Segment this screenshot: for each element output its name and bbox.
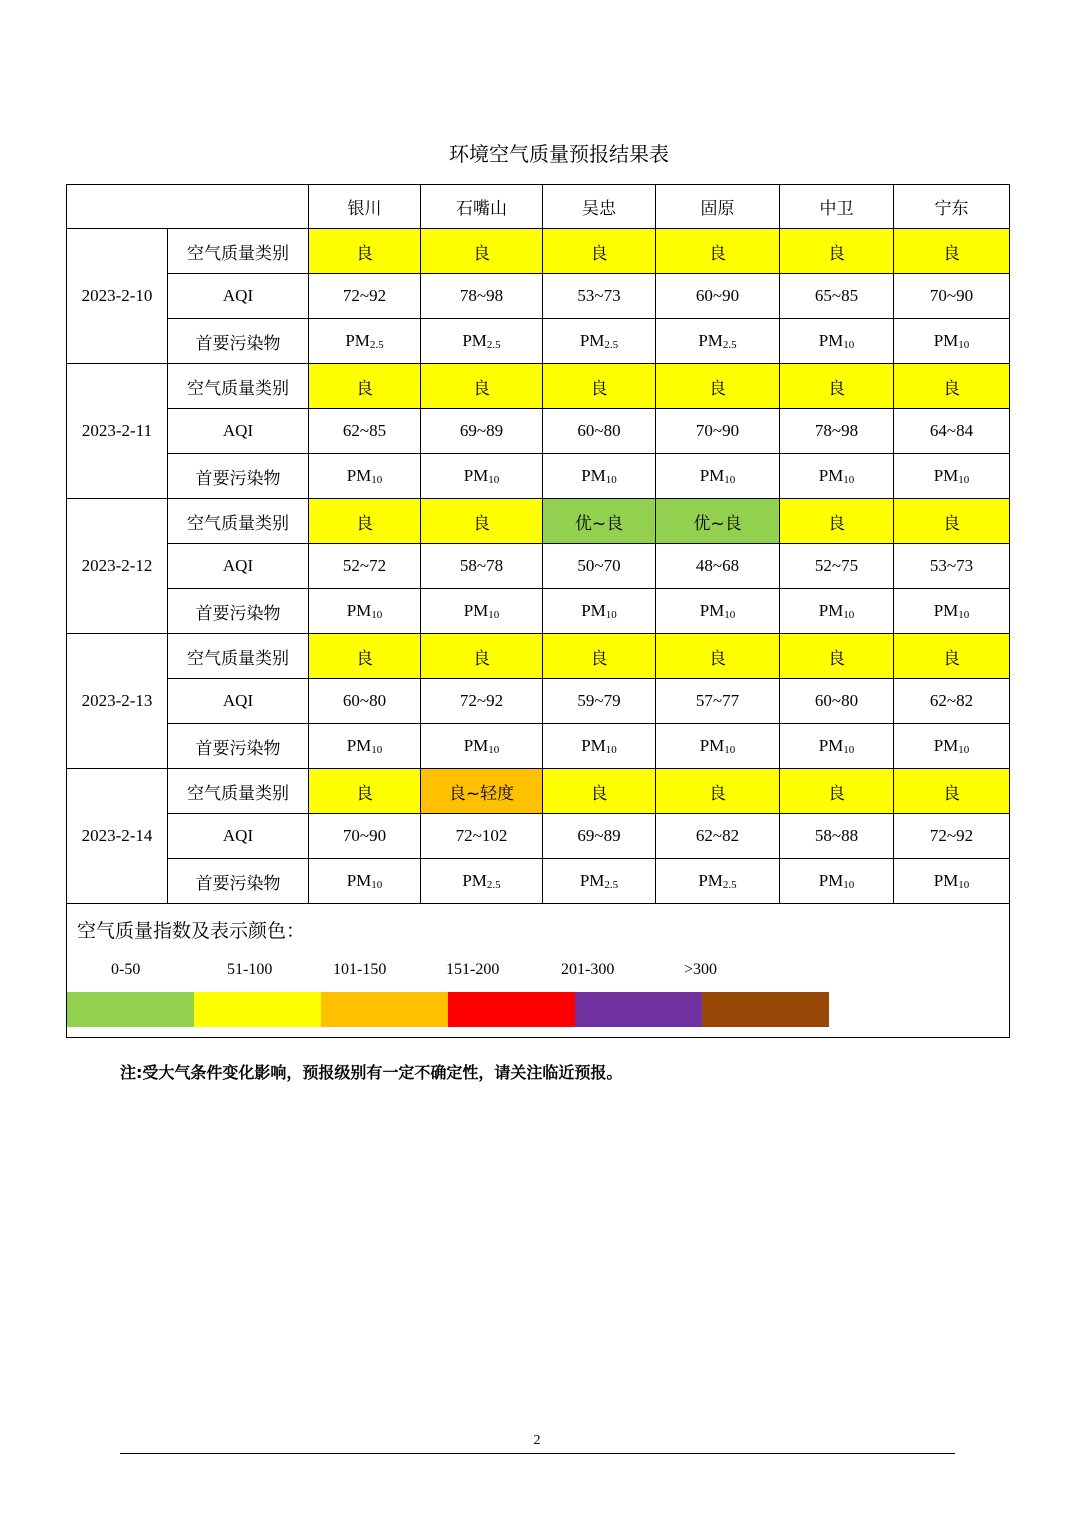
pollutant-cell — [309, 589, 421, 634]
pollutant-cell — [894, 589, 1010, 634]
forecast-row-category — [67, 364, 1010, 409]
city-header: 石嘴山 — [421, 185, 543, 229]
category-cell: 良 — [309, 499, 421, 544]
pollutant-cell — [780, 589, 894, 634]
forecast-table-body — [67, 185, 1010, 1038]
pollutant-cell — [656, 589, 780, 634]
pollutant-cell — [421, 724, 543, 769]
legend-color-swatch — [575, 992, 702, 1027]
row-label: 首要污染物 — [168, 589, 309, 634]
aqi-cell: 69~89 — [421, 409, 543, 454]
page-title: 环境空气质量预报结果表 — [449, 142, 669, 166]
legend-range-label: 201-300 — [561, 961, 615, 978]
pollutant-cell — [656, 319, 780, 364]
pollutant-subscript: 10 — [843, 339, 855, 351]
row-label: AQI — [168, 544, 309, 589]
pollutant-base: PM — [698, 871, 723, 890]
pollutant-base: PM — [818, 601, 844, 620]
pollutant-cell — [780, 859, 894, 904]
aqi-cell: 62~82 — [894, 679, 1010, 724]
pollutant-base: PM — [699, 736, 725, 755]
pollutant-subscript: 10 — [843, 744, 855, 756]
category-cell: 良 — [656, 364, 780, 409]
pollutant-base: PM — [933, 331, 959, 350]
aqi-cell: 53~73 — [894, 544, 1010, 589]
category-cell: 良 — [894, 499, 1010, 544]
pollutant-base: PM — [933, 466, 959, 485]
date-cell: 2023-2-11 — [67, 364, 168, 499]
pollutant-subscript: 10 — [958, 609, 970, 621]
pollutant-base: PM — [933, 871, 959, 890]
legend-color-swatch — [448, 992, 575, 1027]
forecast-row-aqi — [67, 679, 1010, 724]
aqi-cell: 52~75 — [780, 544, 894, 589]
pollutant-subscript: 10 — [488, 744, 500, 756]
pollutant-subscript: 10 — [605, 609, 617, 621]
aqi-cell: 60~80 — [309, 679, 421, 724]
row-label: 首要污染物 — [168, 319, 309, 364]
aqi-cell: 52~72 — [309, 544, 421, 589]
aqi-cell: 70~90 — [656, 409, 780, 454]
legend-row — [67, 904, 1010, 1038]
pollutant-subscript: 2.5 — [369, 339, 384, 351]
pollutant-cell — [309, 454, 421, 499]
forecast-row-aqi — [67, 274, 1010, 319]
row-label: AQI — [168, 409, 309, 454]
pollutant-base: PM — [346, 871, 372, 890]
aqi-cell: 53~73 — [543, 274, 656, 319]
pollutant-cell — [309, 319, 421, 364]
category-cell: 良 — [656, 229, 780, 274]
pollutant-subscript: 10 — [958, 474, 970, 486]
row-label: 首要污染物 — [168, 454, 309, 499]
row-label: 空气质量类别 — [168, 769, 309, 814]
pollutant-base: PM — [933, 601, 959, 620]
legend-color-swatch — [194, 992, 321, 1027]
row-label: AQI — [168, 679, 309, 724]
forecast-row-category — [67, 769, 1010, 814]
forecast-note: 注:受大气条件变化影响，预报级别有一定不确定性，请关注临近预报。 — [120, 1063, 623, 1082]
pollutant-cell — [543, 454, 656, 499]
forecast-row-aqi — [67, 814, 1010, 859]
category-cell: 良 — [543, 229, 656, 274]
pollutant-base: PM — [818, 466, 844, 485]
aqi-cell: 48~68 — [656, 544, 780, 589]
aqi-cell: 57~77 — [656, 679, 780, 724]
pollutant-cell — [543, 859, 656, 904]
pollutant-cell — [421, 589, 543, 634]
date-cell: 2023-2-12 — [67, 499, 168, 634]
forecast-row-aqi — [67, 544, 1010, 589]
aqi-cell: 65~85 — [780, 274, 894, 319]
forecast-row-pollutant — [67, 589, 1010, 634]
aqi-cell: 72~92 — [421, 679, 543, 724]
category-cell: 良 — [656, 769, 780, 814]
row-label: 首要污染物 — [168, 724, 309, 769]
forecast-table — [66, 184, 1010, 1038]
city-header: 银川 — [309, 185, 421, 229]
pollutant-subscript: 10 — [371, 474, 383, 486]
row-label: 空气质量类别 — [168, 634, 309, 679]
aqi-cell: 70~90 — [894, 274, 1010, 319]
aqi-cell: 72~92 — [894, 814, 1010, 859]
category-cell: 良 — [656, 634, 780, 679]
aqi-cell: 69~89 — [543, 814, 656, 859]
pollutant-cell — [894, 454, 1010, 499]
pollutant-base: PM — [581, 601, 606, 620]
category-cell: 良 — [421, 499, 543, 544]
pollutant-base: PM — [462, 871, 487, 890]
pollutant-subscript: 10 — [843, 609, 855, 621]
pollutant-subscript: 2.5 — [604, 339, 619, 351]
pollutant-cell — [894, 724, 1010, 769]
forecast-row-category — [67, 229, 1010, 274]
category-cell: 良 — [421, 229, 543, 274]
pollutant-base: PM — [579, 871, 605, 890]
legend-range-label: >300 — [684, 961, 718, 978]
pollutant-subscript: 2.5 — [486, 879, 501, 891]
pollutant-cell — [543, 319, 656, 364]
pollutant-subscript: 10 — [724, 609, 736, 621]
city-header: 中卫 — [780, 185, 894, 229]
aqi-cell: 60~80 — [780, 679, 894, 724]
pollutant-cell — [421, 859, 543, 904]
legend-color-swatch — [321, 992, 448, 1027]
pollutant-base: PM — [699, 466, 725, 485]
category-cell: 良 — [421, 634, 543, 679]
pollutant-base: PM — [581, 736, 606, 755]
pollutant-base: PM — [699, 601, 725, 620]
category-cell: 良 — [309, 634, 421, 679]
aqi-cell: 60~90 — [656, 274, 780, 319]
pollutant-subscript: 10 — [605, 744, 617, 756]
category-cell: 良 — [894, 634, 1010, 679]
pollutant-cell — [780, 724, 894, 769]
pollutant-base: PM — [463, 601, 489, 620]
category-cell: 良 — [894, 364, 1010, 409]
pollutant-base: PM — [579, 331, 605, 350]
aqi-cell: 50~70 — [543, 544, 656, 589]
row-label: AQI — [168, 274, 309, 319]
pollutant-cell — [656, 454, 780, 499]
pollutant-subscript: 10 — [371, 609, 383, 621]
aqi-cell: 70~90 — [309, 814, 421, 859]
city-header: 吴忠 — [543, 185, 656, 229]
pollutant-subscript: 10 — [724, 744, 736, 756]
legend-color-swatch — [702, 992, 829, 1027]
aqi-cell: 78~98 — [421, 274, 543, 319]
pollutant-cell — [309, 859, 421, 904]
city-header: 宁东 — [894, 185, 1010, 229]
forecast-row-pollutant — [67, 724, 1010, 769]
pollutant-base: PM — [698, 331, 723, 350]
footer-rule — [120, 1453, 955, 1454]
pollutant-base: PM — [581, 466, 606, 485]
city-header-row — [67, 185, 1010, 229]
category-cell: 良 — [309, 229, 421, 274]
category-cell: 良 — [543, 634, 656, 679]
legend-cell — [67, 904, 1010, 1038]
pollutant-base: PM — [818, 871, 844, 890]
pollutant-subscript: 10 — [371, 879, 383, 891]
aqi-cell: 78~98 — [780, 409, 894, 454]
pollutant-base: PM — [818, 736, 844, 755]
pollutant-base: PM — [818, 331, 844, 350]
category-cell: 良 — [543, 769, 656, 814]
pollutant-subscript: 2.5 — [722, 339, 737, 351]
category-cell: 良 — [421, 364, 543, 409]
pollutant-subscript: 2.5 — [486, 339, 501, 351]
pollutant-base: PM — [462, 331, 487, 350]
pollutant-subscript: 10 — [488, 609, 500, 621]
pollutant-cell — [780, 454, 894, 499]
aqi-cell: 59~79 — [543, 679, 656, 724]
pollutant-base: PM — [345, 331, 370, 350]
pollutant-cell — [894, 859, 1010, 904]
pollutant-cell — [421, 454, 543, 499]
pollutant-subscript: 10 — [958, 339, 970, 351]
row-label: 空气质量类别 — [168, 229, 309, 274]
category-cell: 优~良 — [656, 499, 780, 544]
aqi-cell: 60~80 — [543, 409, 656, 454]
aqi-cell: 72~102 — [421, 814, 543, 859]
legend-range-label: 151-200 — [446, 961, 500, 978]
category-cell: 良 — [780, 634, 894, 679]
header-corner-cell — [67, 185, 309, 229]
category-cell: 良 — [894, 769, 1010, 814]
category-cell: 良 — [894, 229, 1010, 274]
date-cell: 2023-2-10 — [67, 229, 168, 364]
forecast-row-category — [67, 634, 1010, 679]
pollutant-cell — [309, 724, 421, 769]
date-cell: 2023-2-13 — [67, 634, 168, 769]
page-number: 2 — [533, 1433, 541, 1448]
category-cell: 良 — [780, 364, 894, 409]
forecast-row-category — [67, 499, 1010, 544]
pollutant-base: PM — [346, 736, 372, 755]
pollutant-cell — [656, 859, 780, 904]
pollutant-base: PM — [933, 736, 959, 755]
aqi-cell: 58~88 — [780, 814, 894, 859]
pollutant-cell — [543, 724, 656, 769]
category-cell: 良 — [543, 364, 656, 409]
aqi-cell: 62~85 — [309, 409, 421, 454]
category-cell: 优~良 — [543, 499, 656, 544]
legend-range-label: 0-50 — [111, 961, 141, 978]
forecast-row-pollutant — [67, 454, 1010, 499]
legend-title: 空气质量指数及表示颜色： — [77, 920, 306, 942]
pollutant-subscript: 10 — [958, 744, 970, 756]
pollutant-subscript: 10 — [724, 474, 736, 486]
pollutant-subscript: 10 — [958, 879, 970, 891]
pollutant-subscript: 10 — [371, 744, 383, 756]
row-label: AQI — [168, 814, 309, 859]
city-header: 固原 — [656, 185, 780, 229]
row-label: 首要污染物 — [168, 859, 309, 904]
pollutant-base: PM — [463, 466, 489, 485]
legend-range-label: 51-100 — [227, 961, 273, 978]
forecast-row-aqi — [67, 409, 1010, 454]
aqi-cell: 58~78 — [421, 544, 543, 589]
pollutant-subscript: 2.5 — [722, 879, 737, 891]
legend-color-swatch — [67, 992, 194, 1027]
category-cell: 良 — [309, 769, 421, 814]
date-cell: 2023-2-14 — [67, 769, 168, 904]
pollutant-cell — [543, 589, 656, 634]
category-cell: 良 — [780, 769, 894, 814]
pollutant-cell — [656, 724, 780, 769]
forecast-row-pollutant — [67, 859, 1010, 904]
pollutant-cell — [894, 319, 1010, 364]
category-cell: 良 — [780, 499, 894, 544]
pollutant-subscript: 10 — [605, 474, 617, 486]
aqi-cell: 72~92 — [309, 274, 421, 319]
forecast-row-pollutant — [67, 319, 1010, 364]
pollutant-subscript: 10 — [843, 879, 855, 891]
pollutant-base: PM — [463, 736, 489, 755]
row-label: 空气质量类别 — [168, 364, 309, 409]
category-cell: 良 — [309, 364, 421, 409]
category-cell: 良~轻度 — [421, 769, 543, 814]
pollutant-base: PM — [346, 466, 372, 485]
aqi-cell: 64~84 — [894, 409, 1010, 454]
category-cell: 良 — [780, 229, 894, 274]
row-label: 空气质量类别 — [168, 499, 309, 544]
aqi-cell: 62~82 — [656, 814, 780, 859]
pollutant-subscript: 10 — [843, 474, 855, 486]
pollutant-subscript: 10 — [488, 474, 500, 486]
pollutant-cell — [780, 319, 894, 364]
legend-range-label: 101-150 — [333, 961, 387, 978]
pollutant-subscript: 2.5 — [604, 879, 619, 891]
pollutant-base: PM — [346, 601, 372, 620]
pollutant-cell — [421, 319, 543, 364]
